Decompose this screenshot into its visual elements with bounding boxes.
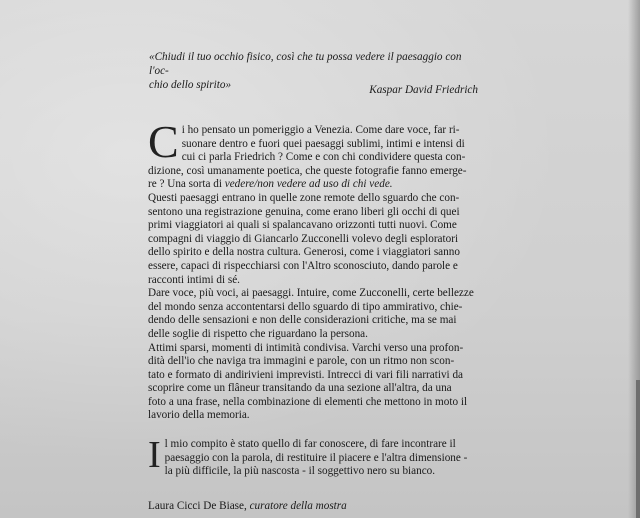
text-line: la più difficile, la più nascosta - il soggettivo nero su bianco. [164,465,436,478]
text-fragment: re ? Una sorta di [148,178,225,191]
signature-role: curatore della mostra [249,500,347,512]
text-line: suonare dentro e fuori quei paesaggi sublimi, intimi e intensi di [181,137,465,150]
text-line: scoprire come un flâneur transitando da una sezione all'altra, da una [148,382,452,395]
text-line: Attimi sparsi, momenti di intimità condivisa. Varchi verso una profon- [148,341,464,354]
text-line: tato e formato di andirivieni imprevisti. Intrecci di vari fili narrativi da [148,368,464,381]
signature-name: Laura Cicci De Biase, [148,500,250,512]
paragraph-4 [148,342,478,424]
epigraph-author: Kaspar David Friedrich [369,84,478,96]
text-line: racconti intimi di sé. [148,273,240,286]
epigraph-line: «Chiudi il tuo occhio fisico, così che tu possa vedere il paesaggio con l'oc- [149,51,462,77]
paragraph-2 [148,192,478,287]
closing-paragraph [148,434,478,479]
drop-cap: I [148,434,161,476]
italic-phrase: vedere/non vedere ad uso di chi vede. [224,178,393,191]
text-line: i ho pensato un pomeriggio a Venezia. Come dare voce, far ri- [181,124,460,136]
text-line: lavorio della memoria. [148,409,250,422]
text-line: l mio compito è stato quello di far conoscere, di fare incontrare il [164,438,456,450]
text-line: paesaggio con la parola, di restituire il piacere e l'altra dimensione - [164,451,468,464]
text-line: essere, capaci di rispecchiarsi con l'Altro sconosciuto, dando parole e [148,259,458,272]
epigraph-line: chio dello spirito» [149,79,232,91]
text-line: dello spirito e della nostra cultura. Generosi, come i viaggiatori sanno [148,246,460,259]
page-edge-strip [636,380,640,518]
signature [148,500,347,512]
text-line: Questi paesaggi entrano in quelle zone remote dello sguardo che con- [148,191,460,204]
essay-body [148,116,478,423]
text-line: compagni di viaggio di Giancarlo Zucconelli volevo degli esploratori [148,232,459,245]
text-line: foto a una frase, nella combinazione di elementi che mettono in moto il [148,395,468,408]
text-line: primi viaggiatori ai quali si spalancavano orizzonti tutti nuovi. Come [148,219,457,232]
text-line: dità dell'io che naviga tra immagini e parole, con un ritmo non scon- [148,355,455,368]
opening-paragraph-head [148,116,478,167]
paragraph-3 [148,287,478,341]
text-line: Dare voce, più voci, ai paesaggi. Intuire, come Zucconelli, certe bellezze [148,287,474,300]
text-line: delle soglie di rispetto che riguardano la persona. [148,327,368,340]
text-line: del mondo senza accontentarsi dello sguardo di tipo ammirativo, chie- [148,300,463,313]
text-line: dendo delle sensazioni e non delle considerazioni critiche, ma se mai [148,314,457,327]
text-line: cui ci parla Friedrich ? Come e con chi condividere questa con- [181,151,466,164]
text-line [148,178,478,192]
text-line: dizione, così umanamente poetica, che queste fotografie fanno emerge- [148,164,467,177]
drop-cap: C [148,116,179,167]
text-line: sentono una registrazione genuina, come erano liberi gli occhi di quei [148,205,460,218]
